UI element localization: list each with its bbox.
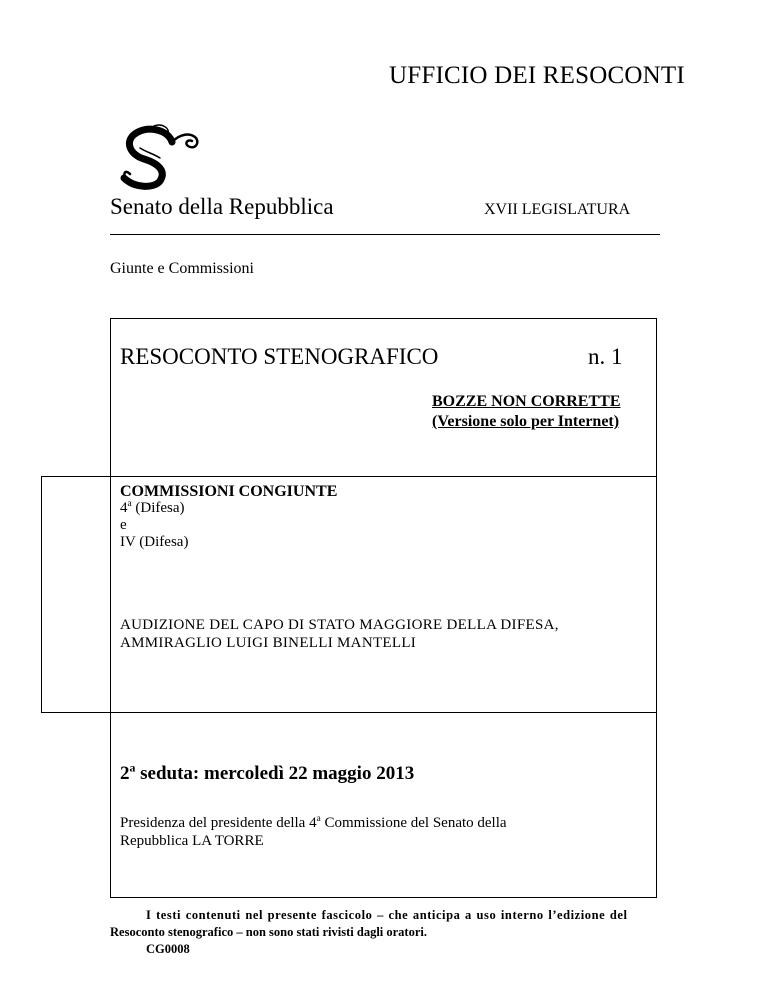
session-info <box>120 763 414 785</box>
commission-chamber: IV (Difesa) <box>120 534 189 550</box>
section-name: Giunte e Commissioni <box>110 260 254 277</box>
legislature-label: XVII LEGISLATURA <box>484 201 631 218</box>
hearing-title-line2: AMMIRAGLIO LUIGI BINELLI MANTELLI <box>120 635 417 651</box>
committees-box-divider <box>110 476 111 711</box>
draft-label: BOZZE NON CORRETTE <box>432 393 621 410</box>
session-ordinal: 2 <box>120 763 130 784</box>
session-ordinal-suffix: a <box>129 761 136 775</box>
commission-senate-ordinal: a <box>127 499 132 509</box>
commission-conjunction: e <box>120 517 127 533</box>
commission-senate <box>120 500 185 517</box>
senate-name: Senato della Repubblica <box>110 194 334 219</box>
header-divider <box>110 234 660 235</box>
report-title: RESOCONTO STENOGRAFICO <box>120 344 439 369</box>
report-number: n. 1 <box>588 344 623 369</box>
hearing-title-line1: AUDIZIONE DEL CAPO DI STATO MAGGIORE DELLA DIFESA, <box>120 617 559 633</box>
document-code: CG0008 <box>146 942 190 956</box>
commission-senate-number: 4 <box>120 500 128 516</box>
presidency-ordinal: a <box>316 814 321 824</box>
session-box <box>110 711 657 898</box>
presidency-line1 <box>120 815 507 832</box>
presidency-prefix: Presidenza del presidente della 4 <box>120 815 317 831</box>
footer-note-line1: I testi contenuti nel presente fascicolo – che anticipa a uso interno l’edizione del <box>146 908 628 922</box>
commission-senate-name: (Difesa) <box>131 500 185 516</box>
committees-title: COMMISSIONI CONGIUNTE <box>120 483 338 500</box>
footer-note-line2: Resoconto stenografico – non sono stati rivisti dagli oratori. <box>110 925 427 939</box>
presidency-suffix: Commissione del Senato della <box>320 815 507 831</box>
office-title: UFFICIO DEI RESOCONTI <box>389 62 685 89</box>
senate-logo-icon <box>110 124 202 190</box>
version-label: (Versione solo per Internet) <box>432 413 620 430</box>
session-date: seduta: mercoledì 22 maggio 2013 <box>135 763 415 784</box>
presidency-line2: Repubblica LA TORRE <box>120 833 264 849</box>
